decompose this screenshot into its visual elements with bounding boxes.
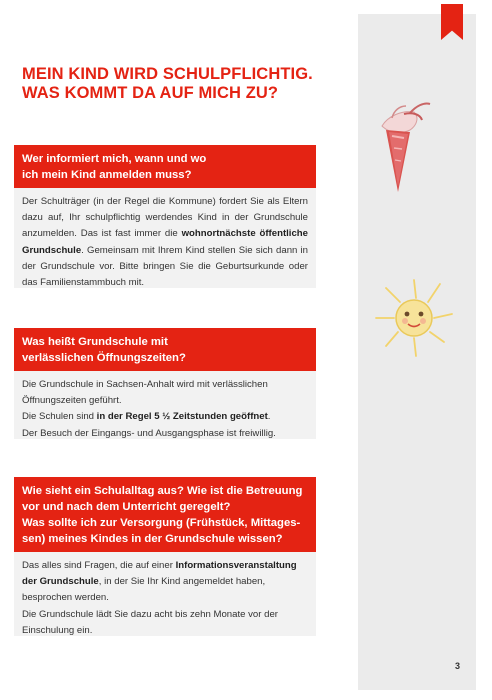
school-cone-drawing bbox=[364, 96, 444, 196]
answer-box-opening-hours: Die Grundschule in Sachsen-Anhalt wird mit verlässlichen Öffnungszeiten geführt. Die Schulen sind in der Regel 5 ½ Zeitstunden geöffnet. Der Besuch der Eingangs- und Ausgangsphase ist freiwillig. bbox=[14, 371, 316, 439]
question-heading-opening-hours: Was heißt Grundschule mit verlässlichen Öffnungszeiten? bbox=[14, 328, 316, 373]
page-number: 3 bbox=[455, 661, 461, 671]
answer-box-registration: Der Schulträger (in der Regel die Kommune) fordert Sie als Eltern dazu auf, Ihr schulpflichtig werdendes Kind in der Grundschule anzumelden. Das ist fast immer die wohnortnächste öffentliche Grundschule. Gemeinsam mit Ihrem Kind stellen Sie sich dann in der Grundschule vor. Bitte bringen Sie die Geburtsurkunde oder das Familienstammbuch mit. bbox=[14, 188, 316, 288]
page-title-line-2: WAS KOMMT DA AUF MICH ZU? bbox=[22, 84, 279, 102]
question-heading-school-day: Wie sieht ein Schulalltag aus? Wie ist die Betreuung vor und nach dem Unterricht geregelt? Was sollte ich zur Versorgung (Frühstück, Mittages- sen) meines Kindes in der Grundschule wissen? bbox=[14, 477, 316, 554]
smiling-sun-drawing bbox=[372, 276, 456, 360]
question-heading-registration: Wer informiert mich, wann und wo ich mein Kind anmelden muss? bbox=[14, 145, 316, 190]
answer-box-school-day: Das alles sind Fragen, die auf einer Informationsveranstaltung der Grundschule, in der Sie Ihr Kind angemeldet haben, besprochen werden. Die Grundschule lädt Sie dazu acht bis zehn Monate vor der Einschulung ein. bbox=[14, 552, 316, 636]
page-title bbox=[22, 65, 342, 103]
page-title-line-1: MEIN KIND WIRD SCHULPFLICHTIG. bbox=[22, 65, 313, 83]
